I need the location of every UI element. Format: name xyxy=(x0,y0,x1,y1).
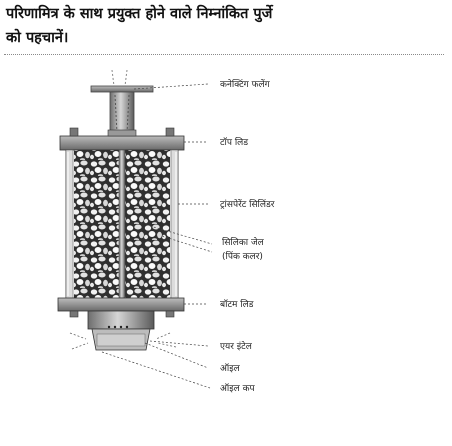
label-bottom-lid: बॉटम लिड xyxy=(220,300,254,310)
transparent-cylinder xyxy=(66,150,178,298)
top-lid xyxy=(60,128,184,150)
oil xyxy=(97,334,145,346)
question-line-2: को पहचानें। xyxy=(6,30,69,46)
label-silica-gel: सिलिका जेल xyxy=(222,238,264,248)
label-top-lid: टॉप लिड xyxy=(220,138,249,148)
oil-cup xyxy=(88,311,154,350)
label-silica-gel-color: (पिंक कलर) xyxy=(222,252,263,262)
connecting-flange xyxy=(91,70,153,136)
label-oil: ऑइल xyxy=(220,364,240,374)
label-transparent-cylinder: ट्रांसपेरेंट सिलिंडर xyxy=(220,200,275,210)
label-connecting-flange: कनेक्टिंग फलेंग xyxy=(220,80,270,90)
question-line-1: परिणामित्र के साथ प्रयुक्त होने वाले निम्नांकित पुर्जे xyxy=(6,6,273,22)
label-oil-cup: ऑइल कप xyxy=(220,384,255,394)
label-air-inlet: एयर इंटेल xyxy=(220,342,252,352)
